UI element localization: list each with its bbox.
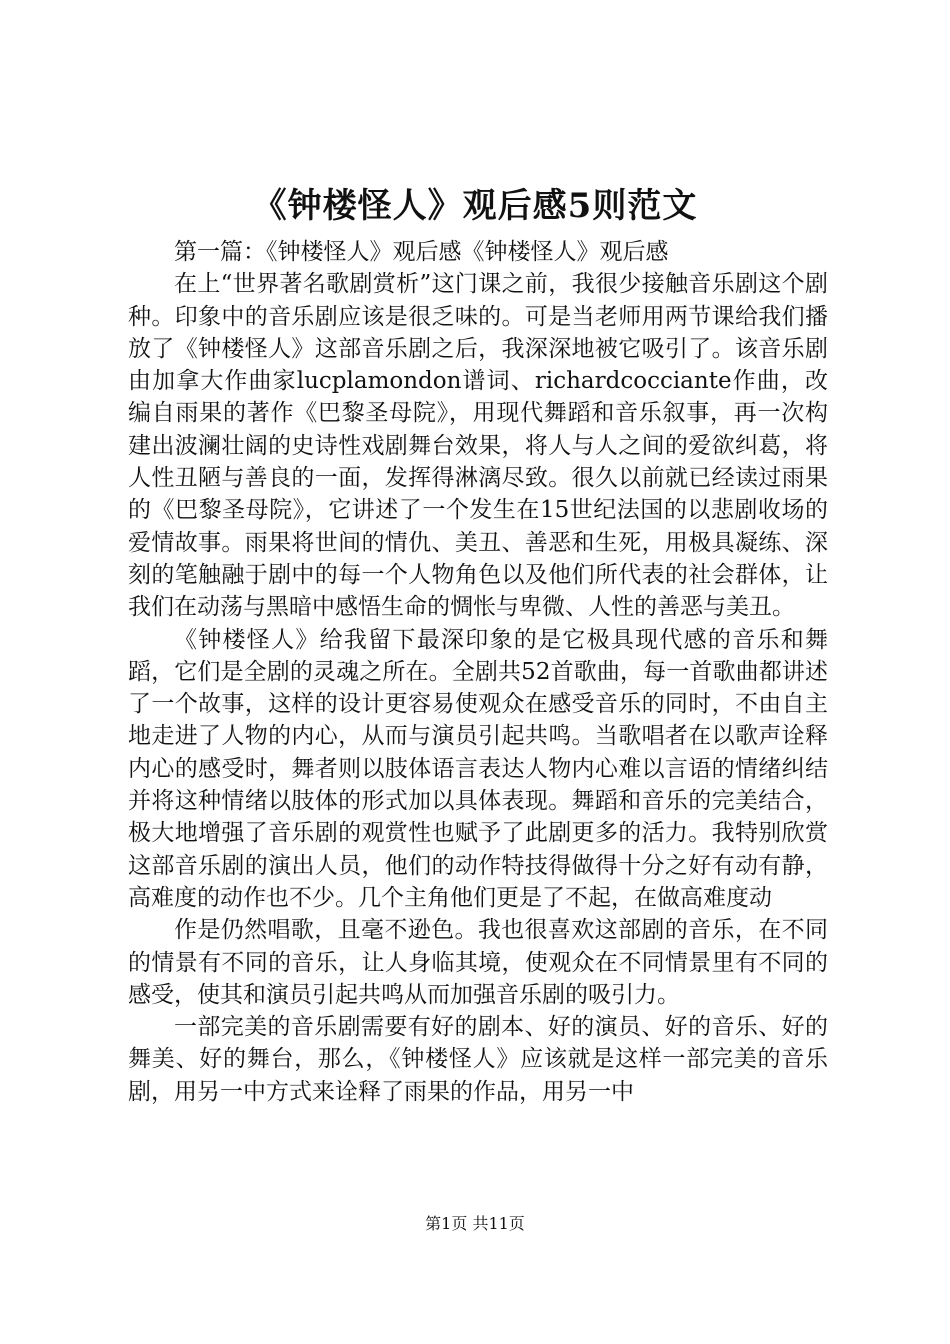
paragraph-4: 一部完美的音乐剧需要有好的剧本、好的演员、好的音乐、好的舞美、好的舞台，那么，《钟楼怪人》应该就是这样一部完美的音乐剧，用另一中方式来诠释了雨果的作品，用另一中	[128, 1014, 828, 1105]
document-body	[128, 236, 828, 1108]
paragraph-2: 《钟楼怪人》给我留下最深印象的是它极具现代感的音乐和舞蹈，它们是全剧的灵魂之所在。全剧共52首歌曲，每一首歌曲都讲述了一个故事，这样的设计更容易使观众在感受音乐的同时，不由自主地走进了人物的内心，从而与演员引起共鸣。当歌唱者在以歌声诠释内心的感受时，舞者则以肢体语言表达人物内心难以言语的情绪纠结并将这种情绪以肢体的形式加以具体表现。舞蹈和音乐的完美结合，极大地增强了音乐剧的观赏性也赋予了此剧更多的活力。我特别欣赏这部音乐剧的演出人员，他们的动作特技得做得十分之好有动有静，高难度的动作也不少。几个主角他们更是了不起，在做高难度动	[128, 626, 828, 911]
document-title: 《钟楼怪人》观后感5则范文	[252, 186, 698, 226]
paragraph-1: 在上“世界著名歌剧赏析”这门课之前，我很少接触音乐剧这个剧种。印象中的音乐剧应该是很乏味的。可是当老师用两节课给我们播放了《钟楼怪人》这部音乐剧之后，我深深地被它吸引了。该音乐剧由加拿大作曲家lucplamondon谱词、richardcocciante作曲，改编自雨果的著作《巴黎圣母院》，用现代舞蹈和音乐叙事，再一次构建出波澜壮阔的史诗性戏剧舞台效果，将人与人之间的爱欲纠葛，将人性丑陋与善良的一面，发挥得淋漓尽致。很久以前就已经读过雨果的《巴黎圣母院》，它讲述了一个发生在15世纪法国的以悲剧收场的爱情故事。雨果将世间的情仇、美丑、善恶和生死，用极具凝练、深刻的笔触融于剧中的每一个人物角色以及他们所代表的社会群体，让我们在动荡与黑暗中感悟生命的惆怅与卑微、人性的善恶与美丑。	[128, 271, 828, 621]
section-heading: 第一篇：《钟楼怪人》观后感《钟楼怪人》观后感	[174, 239, 669, 265]
page-footer: 第1页 共11页	[425, 1214, 525, 1233]
paragraph-3: 作是仍然唱歌，且毫不逊色。我也很喜欢这部剧的音乐，在不同的情景有不同的音乐，让人身临其境，使观众在不同情景里有不同的感受，使其和演员引起共鸣从而加强音乐剧的吸引力。	[128, 917, 828, 1008]
